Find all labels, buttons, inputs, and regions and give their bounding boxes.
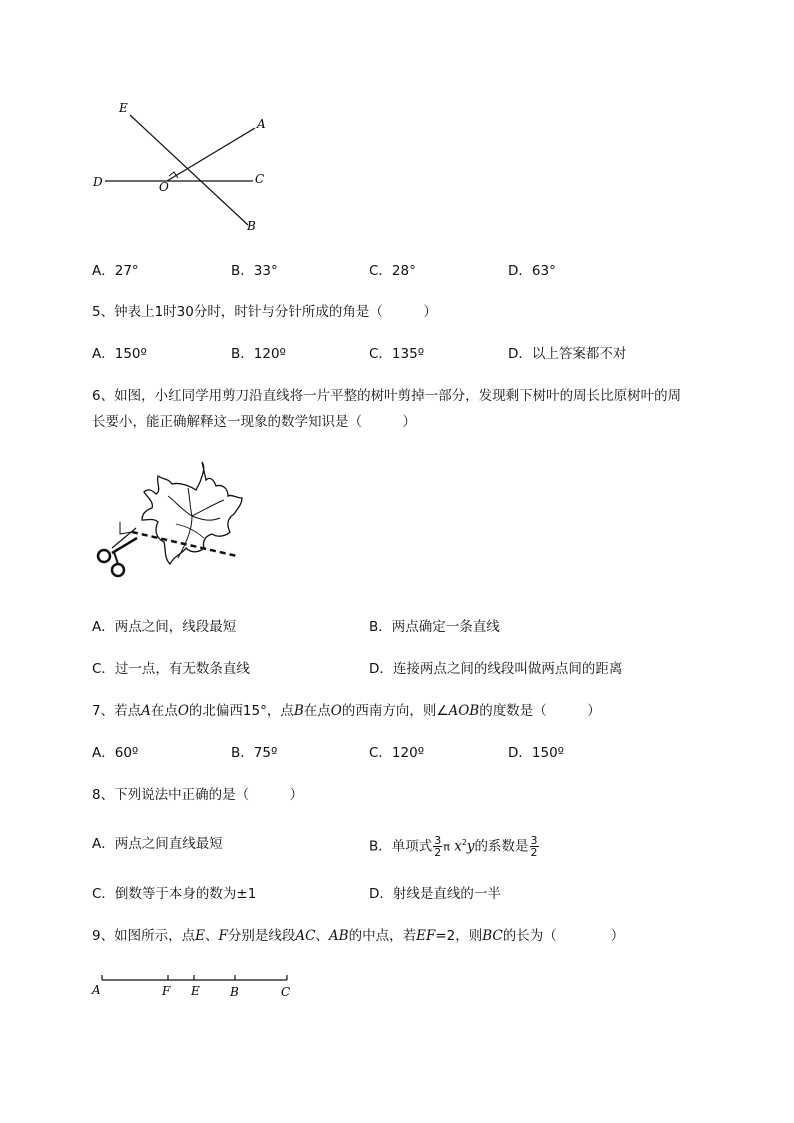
q5-option-b: B．120º — [231, 346, 286, 362]
label-D: D — [93, 175, 103, 189]
label-C: C — [255, 172, 265, 186]
q8-option-d: D．射线是直线的一半 — [369, 886, 501, 902]
q6-option-c: C．过一点，有无数条直线 — [92, 661, 250, 677]
seg-label-A: A — [92, 983, 101, 997]
q8-option-c: C．倒数等于本身的数为±1 — [92, 886, 257, 902]
q4-option-a: A．27° — [92, 263, 139, 279]
angle-figure — [85, 95, 285, 240]
q4-option-b: B．33° — [231, 263, 278, 279]
q7-option-b: B．75º — [231, 745, 278, 761]
q7-option-c: C．120º — [369, 745, 425, 761]
label-E: E — [119, 101, 128, 115]
q5-option-a: A．150º — [92, 346, 147, 362]
q6-line1: 6、如图，小红同学用剪刀沿直线将一片平整的树叶剪掉一部分，发现剩下树叶的周长比原树叶的周 — [92, 388, 682, 404]
q9-text: 9、如图所示，点E、F分别是线段AC、AB的中点，若EF=2，则BC的长为（ ） — [92, 928, 625, 944]
leaf-scissors-figure — [92, 458, 252, 588]
q7-option-a: A．60º — [92, 745, 139, 761]
seg-label-C: C — [281, 985, 291, 999]
q4-option-c: C．28° — [369, 263, 416, 279]
label-O: O — [159, 180, 169, 194]
label-B: B — [247, 219, 256, 233]
seg-label-F: F — [162, 984, 171, 998]
label-A: A — [257, 117, 266, 131]
q5-text: 5、钟表上1时30分时，时针与分针所成的角是（ ） — [92, 304, 437, 320]
q7-option-d: D．150º — [508, 745, 565, 761]
q6-option-a: A．两点之间，线段最短 — [92, 619, 237, 635]
q8-text: 8、下列说法中正确的是（ ） — [92, 787, 304, 803]
q4-option-d: D．63° — [508, 263, 556, 279]
segment-figure — [88, 970, 308, 1002]
q6-line2: 长要小，能正确解释这一现象的数学知识是（ ） — [92, 414, 416, 430]
q6-option-d: D．连接两点之间的线段叫做两点间的距离 — [369, 661, 623, 677]
seg-label-B: B — [230, 985, 239, 999]
q8-option-b: B．单项式 $\frac{3}{2}$ π $x^2y$的系数是 $\frac{3}{2}$ — [369, 834, 538, 859]
q8-option-a: A．两点之间直线最短 — [92, 836, 223, 852]
q5-option-c: C．135º — [369, 346, 425, 362]
seg-label-E: E — [191, 984, 200, 998]
q7-text: 7、若点A在点O的北偏西15°，点B在点O的西南方向，则∠AOB的度数是（ ） — [92, 703, 601, 719]
q6-option-b: B．两点确定一条直线 — [369, 619, 500, 635]
q5-option-d: D．以上答案都不对 — [508, 346, 627, 362]
